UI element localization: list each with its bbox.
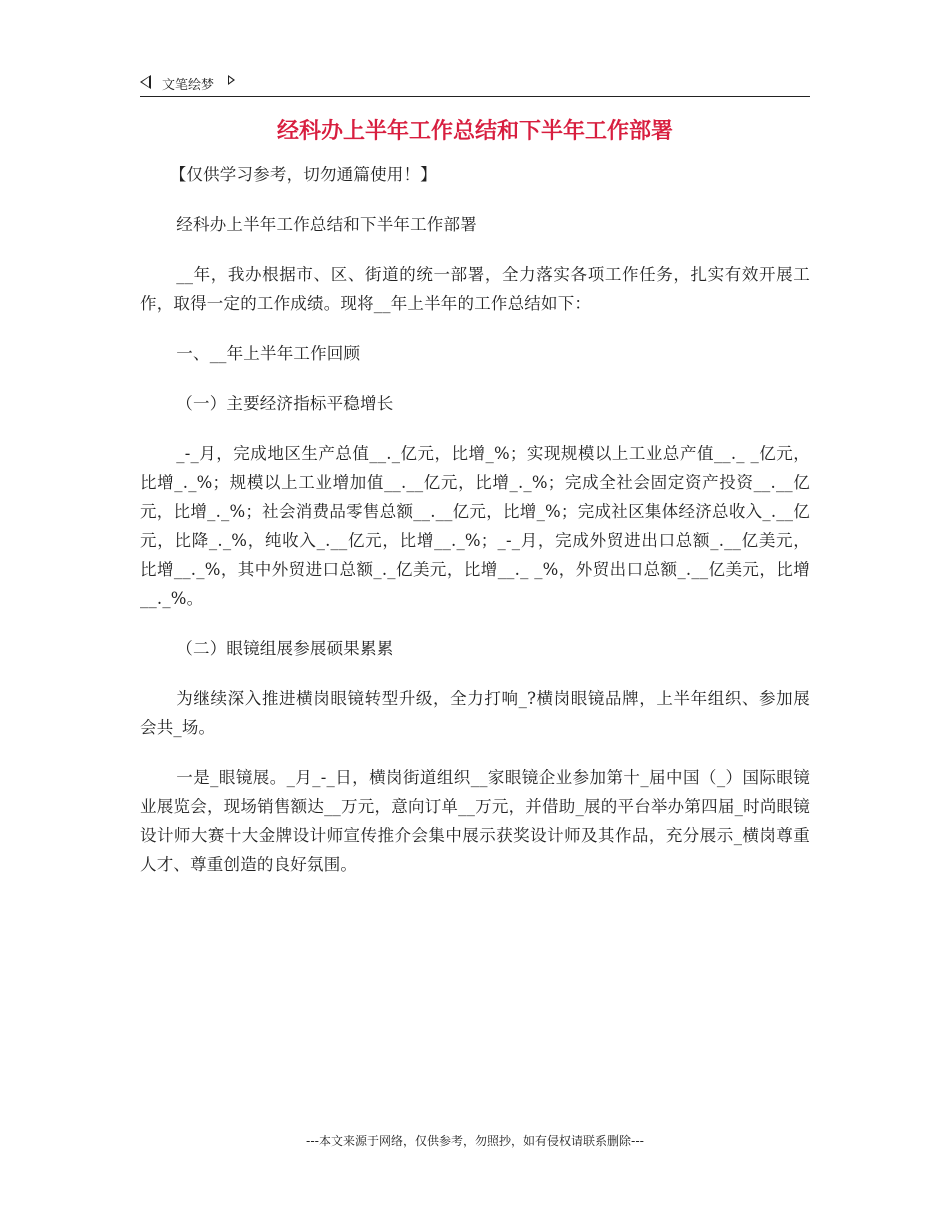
triangle-left-icon (140, 75, 151, 89)
document-body (140, 160, 810, 900)
usage-notice: 【仅供学习参考，切勿通篇使用！】 (169, 165, 437, 184)
triangle-right-icon (228, 75, 235, 85)
page-header (140, 72, 810, 97)
paragraph: 一是_眼镜展。_月_-_日，横岗街道组织__家眼镜企业参加第十_届中国（_）国际眼镜业展览会，现场销售额达__万元，意向订单__万元，并借助_展的平台举办第四届_时尚眼镜设计师大赛十大金牌设计师宣传推介会集中展示获奖设计师及其作品，充分展示_横岗尊重人才、尊重创造的良好氛围。 (140, 768, 810, 874)
document-title: 经科办上半年工作总结和下半年工作部署 (276, 119, 673, 144)
paragraph: __年，我办根据市、区、街道的统一部署，全力落实各项工作任务，扎实有效开展工作，取得一定的工作成绩。现将__年上半年的工作总结如下： (140, 265, 810, 313)
header-brand: 文笔绘梦 (162, 78, 215, 93)
subsection-heading: （一）主要经济指标平稳增长 (176, 394, 394, 413)
subsection-heading: （二）眼镜组展参展硕果累累 (176, 639, 394, 658)
page-footer: ---本文来源于网络，仅供参考，勿照抄，如有侵权请联系删除--- (306, 1134, 644, 1148)
section-heading: 一、__年上半年工作回顾 (176, 344, 361, 363)
paragraph: 为继续深入推进横岗眼镜转型升级，全力打响_?横岗眼镜品牌，上半年组织、参加展会共_场。 (140, 689, 810, 737)
paragraph: 经科办上半年工作总结和下半年工作部署 (176, 215, 477, 234)
paragraph: _-_月，完成地区生产总值__._亿元，比增_%；实现规模以上工业总产值__._ _亿元，比增_._%；规模以上工业增加值__.__亿元，比增_._%；完成全社会固定资产投资__.__亿元，比增_._%；社会消费品零售总额__.__亿元，比增_%；完成社区集体经济总收入_.__亿元，比降_._%，纯收入_.__亿元，比增__._%；_-_月，完成外贸进出口总额_.__亿美元，比增__._%，其中外贸进口总额_._亿美元，比增__._ _%，外贸出口总额_.__亿美元，比增__._%。 (140, 444, 810, 608)
